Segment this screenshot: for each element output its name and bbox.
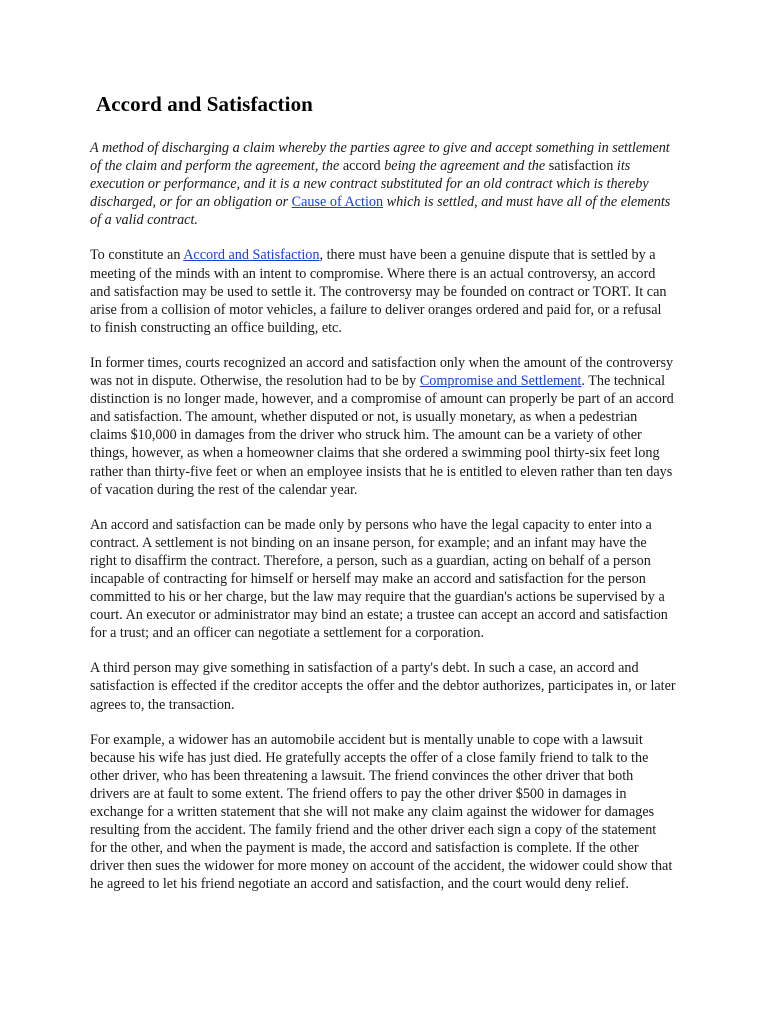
definition-paragraph [90, 139, 676, 229]
paragraph-text: . The technical distinction is no longer made, however, and a compromise of amount can properly be part of an accord and satisfaction. The amount, whether disputed or not, is usually monetary, as when a pedestrian claims $10,000 in damages from the driver who struck him. The amount can be a variety of other things, however, as when a homeowner claims that she ordered a swimming pool thirty-six feet long rather than thirty-five feet or when an employee insists that he is entitled to eleven rather than ten days of vacation during the rest of the calendar year. [90, 373, 674, 498]
definition-accord-term: accord [342, 158, 381, 175]
definition-text: A method of discharging a claim whereby the parties agree to give and accept something in settlement of the claim and perform the agreement, the [90, 140, 670, 175]
body-paragraph: A third person may give something in satisfaction of a party's debt. In such a case, an accord and satisfaction is effected if the creditor accepts the offer and the debtor authorizes, participates in, or later agrees to, the transaction. [90, 660, 676, 713]
accord-and-satisfaction-link[interactable]: Accord and Satisfaction [183, 247, 320, 264]
body-paragraph: An accord and satisfaction can be made only by persons who have the legal capacity to enter into a contract. A settlement is not binding on an insane person, for example; and an infant may have the right to disaffirm the contract. Therefore, a person, such as a guardian, acting on behalf of a person incapable of contracting for himself or herself may make an accord and satisfaction for the person committed to his or her charge, but the law may require that the guardian's actions be supervised by a court. An executor or administrator may bind an estate; a trustee can accept an accord and satisfaction for a trust; and an officer can negotiate a settlement for a corporation. [90, 516, 668, 642]
body-paragraph: For example, a widower has an automobile accident but is mentally unable to cope with a lawsuit because his wife has just died. He gratefully accepts the offer of a close family friend to talk to the other driver, who has been threatening a lawsuit. The friend convinces the other driver that both drivers are at fault to some extent. The friend offers to pay the other driver $500 in damages in exchange for a written statement that she will not make any claim against the widower for damages resulting from the accident. The family friend and the other driver each sign a copy of the statement for the other, and when the payment is made, the accord and satisfaction is complete. If the other driver then sues the widower for more money on account of the accident, the widower could show that he agreed to let his friend negotiate an accord and satisfaction, and the court would deny relief. [90, 731, 673, 893]
definition-text: its execution or performance, and it is a new contract substituted for an old contract which is thereby discharged, or for an obligation or [90, 158, 649, 211]
paragraph-text: In former times, courts recognized an accord and satisfaction only when the amount of the controversy was not in dispute. Otherwise, the resolution had to be by [90, 354, 674, 390]
body-paragraph [90, 354, 676, 499]
document-page [90, 92, 676, 910]
compromise-and-settlement-link[interactable]: Compromise and Settlement [419, 373, 582, 390]
cause-of-action-link[interactable]: Cause of Action [291, 194, 384, 211]
definition-text: being the agreement and the [380, 158, 549, 175]
definition-text: which is settled, and must have all of the elements of a valid contract. [90, 194, 671, 229]
body-paragraph [90, 246, 676, 336]
paragraph-text: To constitute an [90, 247, 184, 264]
page-title: Accord and Satisfaction [96, 92, 313, 116]
definition-satisfaction-term: satisfaction [548, 158, 614, 175]
paragraph-text: , there must have been a genuine dispute that is settled by a meeting of the minds with an intent to compromise. Where there is an actual controversy, an accord and satisfaction may be used to settle it. The controversy may be founded on contract or TORT. It can arise from a collision of motor vehicles, a failure to deliver oranges ordered and paid for, or a refusal to finish constructing an office building, etc. [90, 247, 667, 336]
